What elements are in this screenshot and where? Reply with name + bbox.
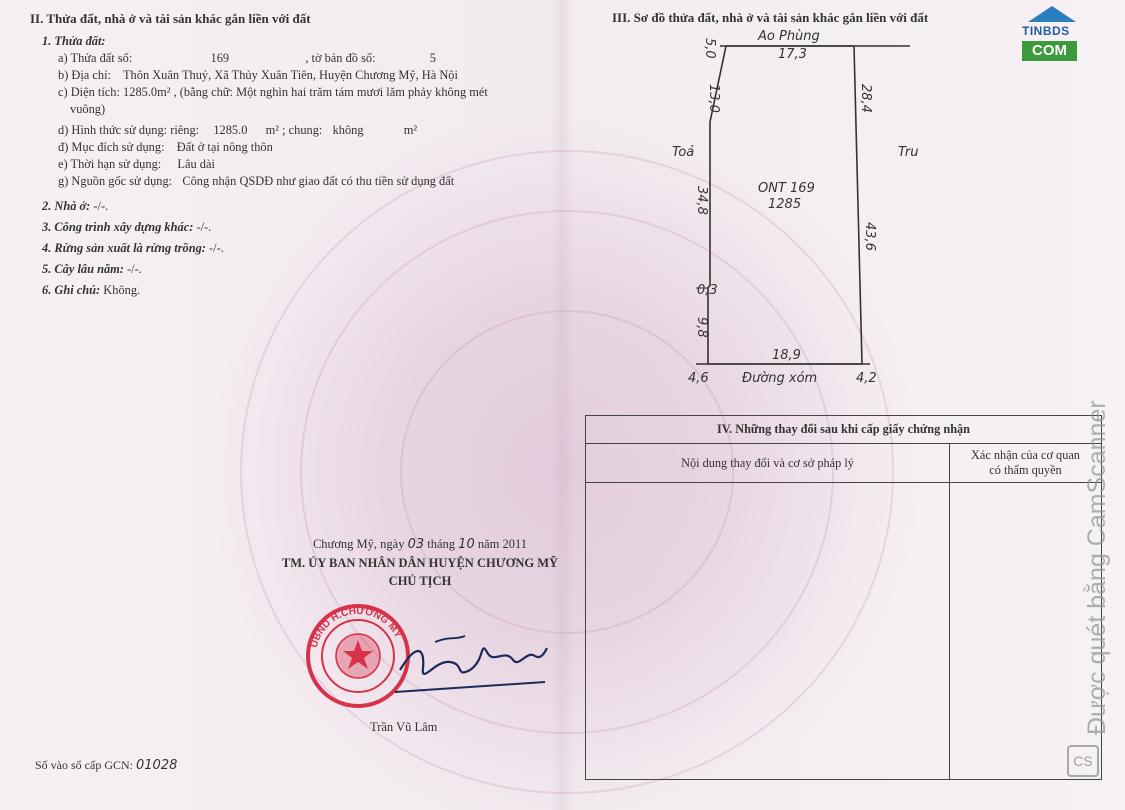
item-other-construction-label: 3. Công trình xây dựng khác: bbox=[42, 220, 194, 234]
parcel-number-value: 169 bbox=[210, 51, 230, 65]
changes-confirmation-cell bbox=[950, 483, 1102, 780]
signature-block bbox=[240, 535, 600, 590]
item-forest-value: -/-. bbox=[209, 241, 224, 255]
dim-top-left: 5,0 bbox=[702, 38, 717, 59]
issue-day: 03 bbox=[407, 537, 425, 552]
east-neighbor-label: Tru bbox=[898, 145, 919, 160]
serial-label: Số vào sổ cấp GCN: bbox=[35, 758, 133, 772]
item-perennial-trees-value: -/-. bbox=[127, 262, 142, 276]
usage-common-value: không bbox=[332, 123, 364, 137]
place-date-line bbox=[240, 535, 600, 554]
handwritten-signature bbox=[395, 630, 555, 700]
dim-right-upper: 28,4 bbox=[858, 84, 873, 113]
signer-title: CHỦ TỊCH bbox=[388, 574, 452, 588]
changes-confirmation-header bbox=[950, 444, 1102, 483]
section-title-land-info: II. Thửa đất, nhà ở và tài sản khác gắn liền với đất bbox=[30, 11, 311, 26]
stamp-text: UBND H.CHƯƠNG MỸ bbox=[308, 605, 404, 649]
usage-private-value: 1285.0 bbox=[213, 123, 248, 137]
issue-year: năm 2011 bbox=[477, 537, 528, 551]
item-other-construction bbox=[30, 217, 550, 238]
dim-left-middle: 34,8 bbox=[694, 186, 709, 215]
dim-left-upper: 13,0 bbox=[706, 84, 721, 113]
dim-right-lower: 43,6 bbox=[862, 222, 877, 251]
dim-top: 17,3 bbox=[778, 47, 807, 62]
camscanner-watermark: Được quét bằng CamScanner bbox=[1083, 400, 1111, 735]
area-row bbox=[30, 84, 550, 101]
item-notes-value: Không. bbox=[103, 283, 141, 297]
changes-table-header-row bbox=[586, 444, 1102, 483]
usage-form-row bbox=[30, 122, 550, 139]
purpose-row bbox=[30, 139, 550, 156]
origin-value: Công nhận QSDĐ như giao đất có thu tiền sử dụng đất bbox=[182, 174, 455, 188]
serial-value: 01028 bbox=[136, 758, 178, 773]
parcel-number-row bbox=[30, 50, 550, 67]
section-title-plot-diagram: III. Sơ đồ thửa đất, nhà ở và tài sản khác gắn liền với đất bbox=[612, 10, 929, 25]
purpose-value: Đất ở tại nông thôn bbox=[176, 140, 273, 154]
item-perennial-trees bbox=[30, 259, 550, 280]
month-label: tháng bbox=[427, 537, 456, 551]
address-value: Thôn Xuân Thuỷ, Xã Thủy Xuân Tiên, Huyện Chương Mỹ, Hà Nội bbox=[122, 68, 458, 82]
issue-month: 10 bbox=[458, 537, 475, 552]
map-sheet-value: 5 bbox=[429, 51, 436, 65]
map-sheet-label: , tờ bản đồ số: bbox=[305, 51, 376, 65]
land-info-section bbox=[30, 10, 550, 301]
item-notes-label: 6. Ghi chú: bbox=[42, 283, 101, 297]
origin-label: g) Nguồn gốc sử dụng: bbox=[58, 174, 173, 188]
logo-name: TINBDS bbox=[1022, 24, 1070, 38]
confirmation-header-line2: có thẩm quyền bbox=[989, 463, 1062, 477]
term-value: Lâu dài bbox=[177, 157, 215, 171]
camscanner-icon: CS bbox=[1067, 745, 1099, 777]
item-forest-label: 4. Rừng sản xuất là rừng trồng: bbox=[42, 241, 206, 255]
item-land-parcel: 1. Thửa đất: bbox=[42, 34, 106, 48]
area-value: 1285.0m² bbox=[123, 85, 171, 99]
origin-row bbox=[30, 173, 550, 190]
item-forest bbox=[30, 238, 550, 259]
serial-row bbox=[35, 758, 177, 773]
parcel-number-label: a) Thửa đất số: bbox=[58, 51, 133, 65]
item-notes bbox=[30, 280, 550, 301]
changes-table-title: IV. Những thay đổi sau khi cấp giấy chứng nhận bbox=[586, 416, 1102, 444]
area-words: Một nghìn hai trăm tám mươi lăm phảy không mét bbox=[236, 85, 488, 99]
item-house-label: 2. Nhà ở: bbox=[42, 199, 91, 213]
west-neighbor-label: Toả bbox=[672, 145, 695, 160]
changes-table-body-row bbox=[586, 483, 1102, 780]
area-label: c) Diện tích: bbox=[58, 85, 120, 99]
issuing-authority: TM. ỦY BAN NHÂN DÂN HUYỆN CHƯƠNG MỸ bbox=[281, 556, 559, 570]
tinbds-logo bbox=[1018, 4, 1080, 62]
item-house bbox=[30, 196, 550, 217]
parcel-area: 1285 bbox=[768, 197, 802, 212]
usage-private-unit: m² bbox=[265, 123, 279, 137]
term-label: e) Thời hạn sử dụng: bbox=[58, 157, 162, 171]
item-perennial-trees-label: 5. Cây lâu năm: bbox=[42, 262, 124, 276]
dim-left-step: 0,3 bbox=[697, 283, 718, 298]
confirmation-header-line1: Xác nhận của cơ quan bbox=[971, 448, 1080, 462]
address-label: b) Địa chỉ: bbox=[58, 68, 111, 82]
dim-bottom: 18,9 bbox=[772, 348, 801, 363]
dim-bottom-right: 4,2 bbox=[856, 371, 877, 386]
place-date-prefix: Chương Mỹ, ngày bbox=[312, 537, 405, 551]
plot-diagram bbox=[672, 29, 910, 390]
usage-common-label: ; chung: bbox=[282, 123, 323, 137]
dim-bottom-left: 4,6 bbox=[688, 371, 709, 386]
term-row bbox=[30, 156, 550, 173]
changes-table-title-row bbox=[586, 416, 1102, 444]
south-neighbor-label: Đường xóm bbox=[742, 371, 818, 386]
usage-form-label: d) Hình thức sử dụng: riêng: bbox=[58, 123, 200, 137]
area-words-label: , (bằng chữ: bbox=[173, 85, 233, 99]
address-row bbox=[30, 67, 550, 84]
usage-common-unit: m² bbox=[403, 123, 418, 137]
logo-suffix: COM bbox=[1022, 41, 1077, 61]
parcel-code: ONT 169 bbox=[758, 181, 815, 196]
purpose-label: đ) Mục đích sử dụng: bbox=[58, 140, 165, 154]
item-house-value: -/-. bbox=[93, 199, 109, 213]
signer-name: Trần Vũ Lâm bbox=[370, 720, 438, 734]
changes-table bbox=[585, 415, 1102, 780]
house-icon bbox=[1028, 6, 1076, 22]
changes-content-header: Nội dung thay đổi và cơ sở pháp lý bbox=[586, 444, 950, 483]
dim-left-lower: 9,8 bbox=[694, 317, 709, 338]
area-words-continued: vuông) bbox=[70, 102, 106, 116]
item-other-construction-value: -/-. bbox=[196, 220, 212, 234]
changes-content-cell bbox=[586, 483, 950, 780]
north-neighbor-label: Ao Phùng bbox=[758, 29, 820, 44]
